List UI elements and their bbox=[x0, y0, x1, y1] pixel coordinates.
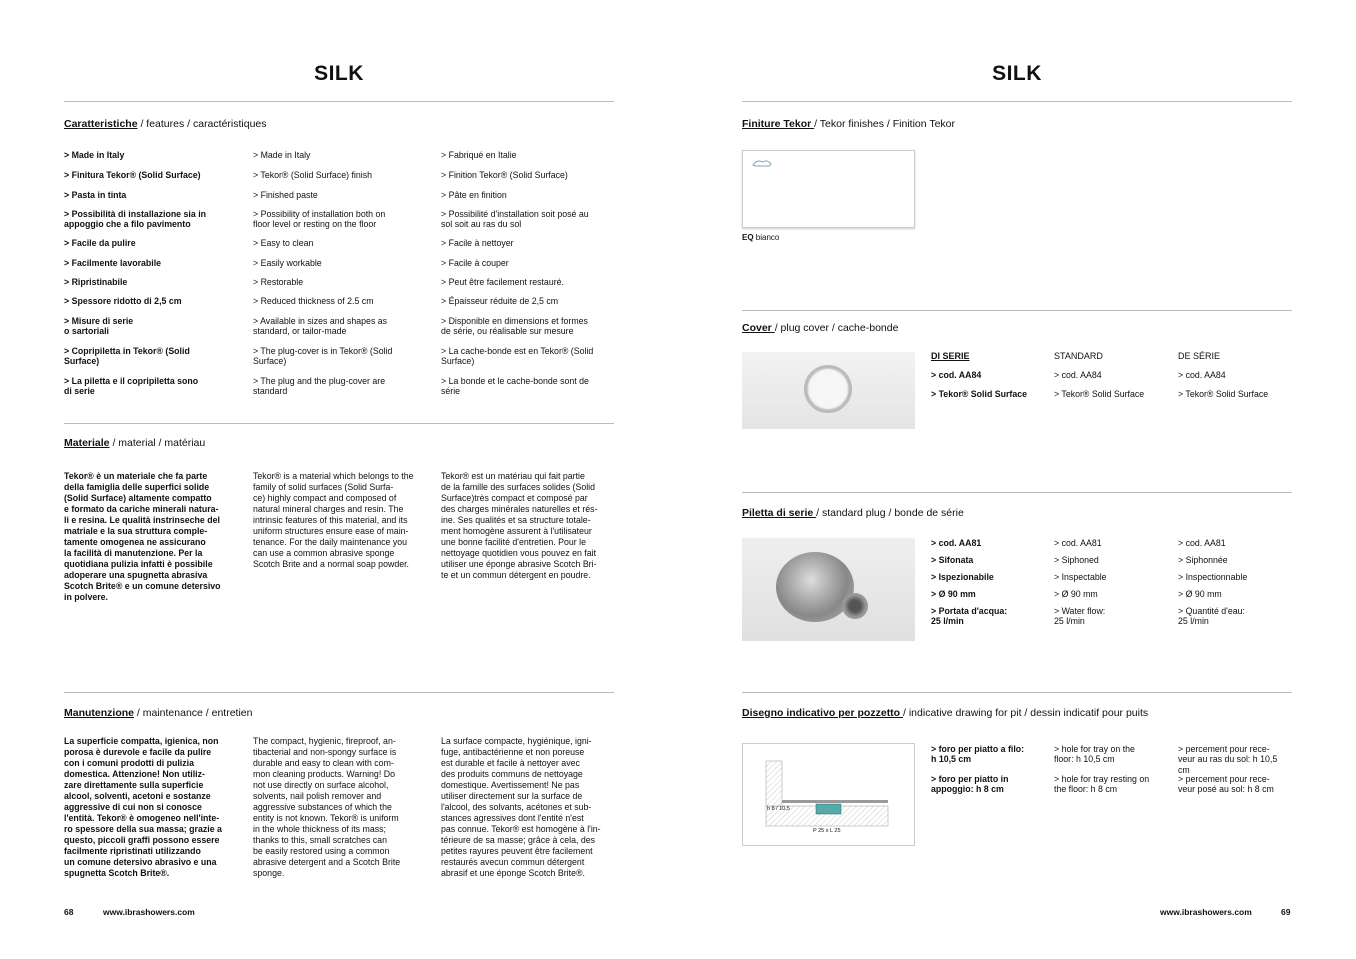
cover-header-it: DI SERIE bbox=[931, 351, 970, 361]
pit-drawing bbox=[742, 743, 915, 846]
cell-it: > foro per piatto in appoggio: h 8 cm bbox=[931, 774, 1009, 795]
page-number: 69 bbox=[1281, 907, 1291, 917]
cell-it: > Misure di serie o sartoriali bbox=[64, 316, 134, 337]
drawing-height-label: h 8 / 10,5 bbox=[767, 806, 790, 812]
divider bbox=[64, 423, 614, 424]
cell-en: > The plug-cover is in Tekor® (Solid Surface) bbox=[253, 346, 393, 367]
cell-en: > Finished paste bbox=[253, 190, 318, 200]
cell-en: > Made in Italy bbox=[253, 150, 311, 160]
cell-it: > Ripristinabile bbox=[64, 277, 128, 287]
cell-it: > cod. AA81 bbox=[931, 538, 982, 548]
cell-fr: > La cache-bonde est en Tekor® (Solid Surface) bbox=[441, 346, 594, 367]
cell-fr: > Possibilité d'installation soit posé au sol soit au ras du sol bbox=[441, 209, 589, 230]
section-heading-caratteristiche: Caratteristiche / features / caractéristiques bbox=[64, 118, 267, 130]
cell-en: > Reduced thickness of 2.5 cm bbox=[253, 296, 374, 306]
tekor-logo-icon bbox=[751, 158, 773, 168]
divider bbox=[742, 101, 1292, 102]
cell-it: > Possibilità di installazione sia in appoggio che a filo pavimento bbox=[64, 209, 207, 230]
section-heading-disegno: Disegno indicativo per pozzetto / indicative drawing for pit / dessin indicatif pour puits bbox=[742, 707, 1149, 719]
plug-cover-ring bbox=[804, 365, 852, 413]
cell-en: > Siphoned bbox=[1054, 555, 1099, 565]
cell-en: > cod. AA84 bbox=[1054, 370, 1102, 380]
manutenzione-text-en: The compact, hygienic, fireproof, an- tibacterial and non-spongy surface is durable and easy to clean with com- mon cleaning products. Warning! Do not use directly on surface alcohol, solvents, nail polish remover and aggressive substances of which the entity is not known. Tekor® is uniform in the whole thickness of its mass; thanks to this, small scratches can be easily restored using a common abrasive detergent and a Scotch Brite sponge. bbox=[253, 736, 401, 878]
cell-fr: > Disponible en dimensions et formes de série, ou réalisable sur mesure bbox=[441, 316, 588, 337]
materiale-text-it: Tekor® è un materiale che fa parte della famiglia delle superfici solide (Solid Surface) altamente compatto e formato da cariche minerali natura- li e resina. Le qualità instrinseche del matriale e la sua struttura comple- tamente omogenea ne assicurano la facilità di manutenzione. Per la quotidiana pulizia infatti è possibile adoperare una spugnetta abrasiva Scotch Brite® e un comune detersivo in polvere. bbox=[64, 471, 221, 602]
cell-fr: > percement pour rece- veur posé au sol: h 8 cm bbox=[1178, 774, 1274, 795]
cell-it: > Portata d'acqua: 25 l/min bbox=[931, 606, 1008, 627]
cell-en: > Available in sizes and shapes as standard, or tailor-made bbox=[253, 316, 388, 337]
website-link[interactable]: www.ibrashowers.com bbox=[103, 907, 195, 917]
cell-it: > Tekor® Solid Surface bbox=[931, 389, 1028, 399]
section-heading-finiture: Finiture Tekor / Tekor finishes / Finition Tekor bbox=[742, 118, 955, 130]
cover-header-en: STANDARD bbox=[1054, 351, 1103, 361]
cell-en: > Water flow: 25 l/min bbox=[1054, 606, 1106, 627]
plug-cover-image bbox=[742, 352, 915, 429]
page-number: 68 bbox=[64, 907, 74, 917]
cell-it: > Spessore ridotto di 2,5 cm bbox=[64, 296, 182, 306]
cell-en: > Restorable bbox=[253, 277, 304, 287]
cell-en: > cod. AA81 bbox=[1054, 538, 1102, 548]
cell-fr: > cod. AA84 bbox=[1178, 370, 1226, 380]
cell-fr: > Pâte en finition bbox=[441, 190, 507, 200]
divider bbox=[64, 101, 614, 102]
cell-fr: > Quantité d'eau: 25 l/min bbox=[1178, 606, 1245, 627]
cell-fr: > Finition Tekor® (Solid Surface) bbox=[441, 170, 568, 180]
plug-image bbox=[742, 538, 915, 641]
cell-en: > hole for tray on the floor: h 10,5 cm bbox=[1054, 744, 1135, 765]
cell-it: > Made in Italy bbox=[64, 150, 125, 160]
section-heading-piletta: Piletta di serie / standard plug / bonde de série bbox=[742, 507, 964, 519]
cell-en: > Tekor® Solid Surface bbox=[1054, 389, 1145, 399]
swatch-label: EQ bianco bbox=[742, 233, 780, 242]
divider bbox=[742, 310, 1292, 311]
cell-fr: > Tekor® Solid Surface bbox=[1178, 389, 1269, 399]
cell-fr: > Ø 90 mm bbox=[1178, 589, 1222, 599]
plug-outlet bbox=[842, 593, 868, 619]
drawing-size-label: P 25 x L 25 bbox=[813, 828, 841, 834]
cell-en: > Easy to clean bbox=[253, 238, 314, 248]
cell-fr: > Peut être facilement restauré. bbox=[441, 277, 564, 287]
cell-it: > Ispezionabile bbox=[931, 572, 994, 582]
cell-fr: > cod. AA81 bbox=[1178, 538, 1226, 548]
cell-it: > Facilmente lavorabile bbox=[64, 258, 162, 268]
cell-it: > Copripiletta in Tekor® (Solid Surface) bbox=[64, 346, 190, 367]
materiale-text-en: Tekor® is a material which belongs to the family of solid surfaces (Solid Surfa- ce) highly compact and composed of natural mineral charges and resin. The intrinsic features of this material, and its uniform structures ensure ease of main- tenance. For the daily maintenance you can use a common abrasive sponge Scotch Brite and a normal soap powder. bbox=[253, 471, 414, 569]
section-heading-manutenzione: Manutenzione / maintenance / entretien bbox=[64, 707, 253, 719]
cell-en: > Inspectable bbox=[1054, 572, 1107, 582]
section-heading-cover: Cover / plug cover / cache-bonde bbox=[742, 322, 899, 334]
cell-fr: > Fabriqué en Italie bbox=[441, 150, 517, 160]
cell-it: > Finitura Tekor® (Solid Surface) bbox=[64, 170, 201, 180]
cell-en: > Easily workable bbox=[253, 258, 322, 268]
cell-fr: > Facile à couper bbox=[441, 258, 509, 268]
cell-en: > hole for tray resting on the floor: h 8 cm bbox=[1054, 774, 1150, 795]
cell-en: > Tekor® (Solid Surface) finish bbox=[253, 170, 373, 180]
cell-it: > foro per piatto a filo: h 10,5 cm bbox=[931, 744, 1025, 765]
page-title: SILK bbox=[992, 62, 1042, 85]
cell-it: > Facile da pulire bbox=[64, 238, 136, 248]
cell-en: > The plug and the plug-cover are standard bbox=[253, 376, 386, 397]
cell-en: > Ø 90 mm bbox=[1054, 589, 1098, 599]
materiale-text-fr: Tekor® est un matériau qui fait partie de la famille des surfaces solides (Solid Surface)très compact et composé par des charges minérales naturelles et rés- ine. Ses qualités et sa structure totale- ment homogène assurent à l'utilisateur une bonne facilité d'entretien. Pour le nettoyage quotidien vous pouvez en fait utiliser une éponge abrasive Scotch Bri- te et un commun détergent en poudre. bbox=[441, 471, 598, 580]
finish-swatch-bianco bbox=[742, 150, 915, 228]
manutenzione-text-fr: La surface compacte, hygiénique, igni- fuge, antibactérienne et non poreuse est durable et facile à nettoyer avec des produits communs de nettoyage domestique. Avertissement! Ne pas utiliser directement sur la surface de l'alcool, des solvants, acétones et sub- stances agressives dont l'entité n'est pas connue. Tekor® est homogène à l'in- térieure de sa masse; grâce à cela, des petites rayures peuvent être facilement restaurés avecun commun détergent abrasif et une éponge Scotch Brite®. bbox=[441, 736, 601, 878]
divider bbox=[64, 692, 614, 693]
cell-en: > Possibility of installation both on floor level or resting on the floor bbox=[253, 209, 386, 230]
manutenzione-text-it: La superficie compatta, igienica, non porosa è durevole e facile da pulire con i comuni prodotti di pulizia domestica. Attenzione! Non utiliz- zare direttamente sulla superficie alcool, solventi, acetoni e sostanze aggressive di cui non si conosce l'entità. Tekor® è omogeneo nell'inte- ro spessore della sua massa; grazie a questo, piccoli graffi possono essere facilmente ripristinati utilizzando un comune detersivo abrasivo e una spugnetta Scotch Brite®. bbox=[64, 736, 222, 878]
section-heading-materiale: Materiale / material / matériau bbox=[64, 437, 206, 449]
cover-header-fr: DE SÉRIE bbox=[1178, 351, 1221, 361]
cell-it: > Pasta in tinta bbox=[64, 190, 127, 200]
divider bbox=[742, 692, 1292, 693]
website-link[interactable]: www.ibrashowers.com bbox=[1160, 907, 1252, 917]
cell-fr: > Facile à nettoyer bbox=[441, 238, 514, 248]
cell-it: > Sifonata bbox=[931, 555, 974, 565]
cell-fr: > Épaisseur réduite de 2,5 cm bbox=[441, 296, 559, 306]
page-title: SILK bbox=[314, 62, 364, 85]
cell-it: > Ø 90 mm bbox=[931, 589, 976, 599]
cell-fr: > Siphonnée bbox=[1178, 555, 1228, 565]
cell-it: > La piletta e il copripiletta sono di serie bbox=[64, 376, 199, 397]
cell-it: > cod. AA84 bbox=[931, 370, 982, 380]
cell-fr: > La bonde et le cache-bonde sont de série bbox=[441, 376, 589, 397]
cell-fr: > percement pour rece- veur au ras du sol: h 10,5 cm bbox=[1178, 744, 1278, 775]
cell-fr: > Inspectionnable bbox=[1178, 572, 1248, 582]
divider bbox=[742, 492, 1292, 493]
right-page bbox=[678, 0, 1356, 959]
